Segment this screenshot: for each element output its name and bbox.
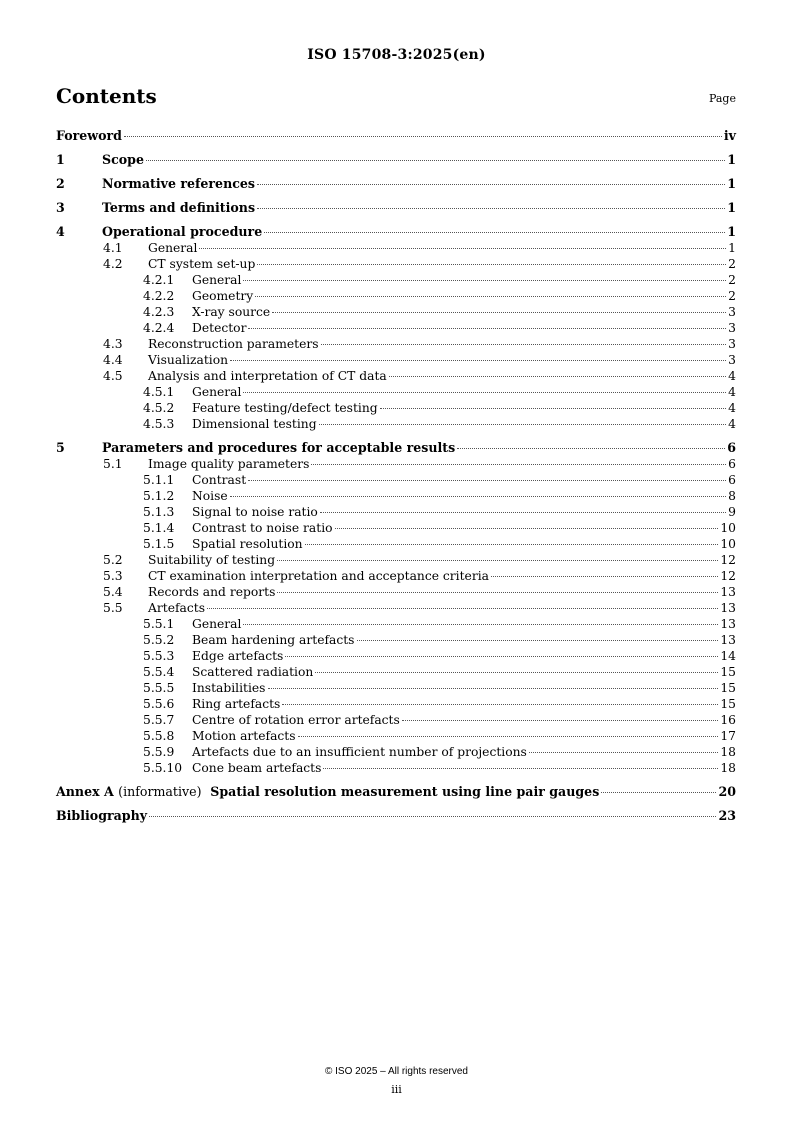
toc-page: 6 xyxy=(728,473,736,487)
toc-entry-5-5-8[interactable] xyxy=(56,728,736,744)
leader-dots xyxy=(321,344,727,345)
toc-entry-5-2[interactable] xyxy=(56,552,736,568)
leader-dots xyxy=(335,528,719,529)
toc-entry-bibliography[interactable] xyxy=(56,808,736,824)
leader-dots xyxy=(146,160,725,161)
toc-title: Detector xyxy=(192,321,247,335)
leader-dots xyxy=(199,248,726,249)
toc-number: 5.5.6 xyxy=(143,697,175,711)
toc-number: 5.1.5 xyxy=(143,537,175,551)
toc-number: 5.3 xyxy=(103,569,123,583)
toc-title: Bibliography xyxy=(56,808,148,823)
annex-label: Annex A xyxy=(56,784,114,799)
toc-entry-5-5[interactable] xyxy=(56,600,736,616)
leader-dots xyxy=(380,408,727,409)
leader-dots xyxy=(311,464,726,465)
toc-title: Instabilities xyxy=(192,681,266,695)
leader-dots xyxy=(257,208,725,209)
toc-entry-5-1-5[interactable] xyxy=(56,536,736,552)
toc-page: 3 xyxy=(728,353,736,367)
leader-dots xyxy=(248,480,726,481)
toc-title: Visualization xyxy=(148,353,229,367)
annex-qualifier: (informative) xyxy=(118,784,202,799)
leader-dots xyxy=(491,576,718,577)
toc-number: 5.1.2 xyxy=(143,489,175,503)
leader-dots xyxy=(305,544,719,545)
toc-title: Cone beam artefacts xyxy=(192,761,322,775)
toc-entry-4-2-1[interactable] xyxy=(56,272,736,288)
toc-page: 23 xyxy=(718,808,736,823)
toc-page: 14 xyxy=(720,649,736,663)
toc-page: 10 xyxy=(720,537,736,551)
leader-dots xyxy=(268,688,719,689)
toc-number: 4.2.3 xyxy=(143,305,175,319)
toc-page: 15 xyxy=(720,697,736,711)
leader-dots xyxy=(320,512,726,513)
toc-number: 2 xyxy=(56,176,65,191)
toc-number: 5.2 xyxy=(103,553,123,567)
toc-page: 4 xyxy=(728,401,736,415)
toc-number: 4.5.3 xyxy=(143,417,175,431)
toc-number: 4.3 xyxy=(103,337,123,351)
toc-page: 8 xyxy=(728,489,736,503)
toc-number: 5.5.4 xyxy=(143,665,175,679)
leader-dots xyxy=(207,608,718,609)
toc-page: 13 xyxy=(720,633,736,647)
toc-title: Analysis and interpretation of CT data xyxy=(148,369,387,383)
toc-title: X-ray source xyxy=(192,305,271,319)
toc-title: Beam hardening artefacts xyxy=(192,633,355,647)
toc-title: General xyxy=(148,241,198,255)
toc-page: 4 xyxy=(728,417,736,431)
toc-entry-4-5-3[interactable] xyxy=(56,416,736,432)
toc-entry-5-5-1[interactable] xyxy=(56,616,736,632)
toc-page: 16 xyxy=(720,713,736,727)
toc-page: 4 xyxy=(728,385,736,399)
toc-number: 4.5.2 xyxy=(143,401,175,415)
toc-page: 13 xyxy=(720,617,736,631)
toc-number: 5.5.1 xyxy=(143,617,175,631)
toc-title: Contrast to noise ratio xyxy=(192,521,333,535)
toc-entry-5-5-6[interactable] xyxy=(56,696,736,712)
toc-number: 4.2 xyxy=(103,257,123,271)
toc-title: Operational procedure xyxy=(102,224,263,239)
toc-page: 12 xyxy=(720,569,736,583)
toc-title xyxy=(56,784,599,800)
leader-dots xyxy=(298,736,719,737)
leader-dots xyxy=(402,720,719,721)
toc-number: 4.2.4 xyxy=(143,321,175,335)
toc-number: 5.5 xyxy=(103,601,123,615)
leader-dots xyxy=(282,704,718,705)
toc-page: 1 xyxy=(728,241,736,255)
toc-page: 18 xyxy=(720,761,736,775)
toc-entry-5-5-5[interactable] xyxy=(56,680,736,696)
toc-entry-5-5-3[interactable] xyxy=(56,648,736,664)
toc-page: 18 xyxy=(720,745,736,759)
toc-page: 15 xyxy=(720,681,736,695)
toc-title: Contrast xyxy=(192,473,247,487)
toc-page: 1 xyxy=(727,152,736,167)
leader-dots xyxy=(230,360,726,361)
toc-entry-operational-procedure[interactable] xyxy=(56,224,736,240)
leader-dots xyxy=(277,560,718,561)
leader-dots xyxy=(243,280,726,281)
toc-title: Suitability of testing xyxy=(148,553,276,567)
leader-dots xyxy=(601,792,716,793)
toc-number: 4.1 xyxy=(103,241,123,255)
toc-entry-5-5-4[interactable] xyxy=(56,664,736,680)
toc-title: Dimensional testing xyxy=(192,417,317,431)
toc-number: 5.1.1 xyxy=(143,473,175,487)
toc-title: General xyxy=(192,385,242,399)
toc-page: 20 xyxy=(718,784,736,799)
toc-entry-normative-references[interactable] xyxy=(56,176,736,192)
toc-title: General xyxy=(192,273,242,287)
toc-title: Artefacts xyxy=(148,601,205,615)
toc-number: 5.1.4 xyxy=(143,521,175,535)
toc-number: 5.5.9 xyxy=(143,745,175,759)
toc-entry-terms-and-definitions[interactable] xyxy=(56,200,736,216)
toc-title: Terms and definitions xyxy=(102,200,256,215)
toc-entry-5-5-9[interactable] xyxy=(56,744,736,760)
annex-title: Spatial resolution measurement using line pair gauges xyxy=(210,784,600,799)
toc-title: Normative references xyxy=(102,176,256,191)
toc-entry-scope[interactable] xyxy=(56,152,736,168)
toc-page: 9 xyxy=(728,505,736,519)
toc-number: 5.4 xyxy=(103,585,123,599)
leader-dots xyxy=(264,232,725,233)
toc-page: 1 xyxy=(727,176,736,191)
toc-title: Geometry xyxy=(192,289,254,303)
toc-title: Scattered radiation xyxy=(192,665,314,679)
toc-title: Artefacts due to an insufficient number of projections xyxy=(192,745,527,759)
toc-entry-5-1-1[interactable] xyxy=(56,472,736,488)
toc-number: 4 xyxy=(56,224,65,239)
leader-dots xyxy=(243,392,726,393)
page-number: iii xyxy=(391,1083,402,1096)
toc-number: 5.5.8 xyxy=(143,729,175,743)
leader-dots xyxy=(149,816,716,817)
toc-entry-5-4[interactable] xyxy=(56,584,736,600)
leader-dots xyxy=(319,424,727,425)
toc-page: 3 xyxy=(728,337,736,351)
leader-dots xyxy=(529,752,718,753)
toc-number: 4.4 xyxy=(103,353,123,367)
leader-dots xyxy=(255,296,726,297)
toc-entry-5-5-7[interactable] xyxy=(56,712,736,728)
toc-number: 4.2.1 xyxy=(143,273,175,287)
toc-entry-4-5-1[interactable] xyxy=(56,384,736,400)
toc-title: General xyxy=(192,617,242,631)
toc-title: Spatial resolution xyxy=(192,537,303,551)
toc-title: Image quality parameters xyxy=(148,457,310,471)
document-id: ISO 15708-3:2025(en) xyxy=(307,47,486,63)
toc-title: Foreword xyxy=(56,128,122,143)
toc-entry-annex-a[interactable] xyxy=(56,784,736,800)
leader-dots xyxy=(357,640,719,641)
toc-number: 5.1 xyxy=(103,457,123,471)
toc-title: Ring artefacts xyxy=(192,697,281,711)
leader-dots xyxy=(257,184,725,185)
page-column-label: Page xyxy=(708,92,736,105)
leader-dots xyxy=(248,328,726,329)
toc-title: CT system set-up xyxy=(148,257,256,271)
toc-page: 2 xyxy=(728,289,736,303)
toc-page: 3 xyxy=(728,321,736,335)
toc-title: Records and reports xyxy=(148,585,276,599)
toc-title: CT examination interpretation and acceptance criteria xyxy=(148,569,489,583)
toc-entry-5-1[interactable] xyxy=(56,456,736,472)
toc-title: Noise xyxy=(192,489,228,503)
leader-dots xyxy=(243,624,718,625)
toc-entry-5-1-3[interactable] xyxy=(56,504,736,520)
toc-title: Parameters and procedures for acceptable results xyxy=(102,440,456,455)
leader-dots xyxy=(315,672,718,673)
leader-dots xyxy=(285,656,718,657)
toc-number: 4.2.2 xyxy=(143,289,175,303)
toc-entry-4-2-4[interactable] xyxy=(56,320,736,336)
toc-page: 6 xyxy=(728,457,736,471)
toc-entry-4-5[interactable] xyxy=(56,368,736,384)
toc-title: Reconstruction parameters xyxy=(148,337,319,351)
leader-dots xyxy=(457,448,725,449)
toc-page: 13 xyxy=(720,585,736,599)
toc-number: 5.5.2 xyxy=(143,633,175,647)
toc-title: Signal to noise ratio xyxy=(192,505,318,519)
toc-page: 10 xyxy=(720,521,736,535)
toc-number: 4.5 xyxy=(103,369,123,383)
toc-page: 12 xyxy=(720,553,736,567)
toc-page: 3 xyxy=(728,305,736,319)
toc-number: 5.5.5 xyxy=(143,681,175,695)
toc-number: 5.1.3 xyxy=(143,505,175,519)
leader-dots xyxy=(124,136,722,137)
toc-entry-4-2-2[interactable] xyxy=(56,288,736,304)
toc-number: 5 xyxy=(56,440,65,455)
toc-entry-4-5-2[interactable] xyxy=(56,400,736,416)
toc-title: Scope xyxy=(102,152,144,167)
toc-page: 1 xyxy=(727,224,736,239)
copyright-notice: © ISO 2025 – All rights reserved xyxy=(325,1066,468,1077)
toc-page: 15 xyxy=(720,665,736,679)
leader-dots xyxy=(389,376,726,377)
toc-entry-parameters-and-procedures[interactable] xyxy=(56,440,736,456)
toc-number: 5.5.3 xyxy=(143,649,175,663)
toc-entry-5-1-4[interactable] xyxy=(56,520,736,536)
leader-dots xyxy=(230,496,726,497)
toc-page: 17 xyxy=(720,729,736,743)
toc-entry-4-3[interactable] xyxy=(56,336,736,352)
toc-entry-5-1-2[interactable] xyxy=(56,488,736,504)
toc-number: 4.5.1 xyxy=(143,385,175,399)
toc-page: 4 xyxy=(728,369,736,383)
toc-number: 5.5.7 xyxy=(143,713,175,727)
table-of-contents xyxy=(56,128,736,824)
toc-title: Motion artefacts xyxy=(192,729,296,743)
toc-entry-4-4[interactable] xyxy=(56,352,736,368)
toc-title: Feature testing/defect testing xyxy=(192,401,378,415)
toc-entry-4-1[interactable] xyxy=(56,240,736,256)
toc-entry-4-2-3[interactable] xyxy=(56,304,736,320)
leader-dots xyxy=(277,592,718,593)
toc-entry-5-5-2[interactable] xyxy=(56,632,736,648)
toc-entry-5-3[interactable] xyxy=(56,568,736,584)
toc-page: 2 xyxy=(728,273,736,287)
leader-dots xyxy=(272,312,726,313)
toc-page: 13 xyxy=(720,601,736,615)
toc-page: iv xyxy=(723,128,736,143)
contents-title: Contents xyxy=(56,84,157,108)
toc-title: Centre of rotation error artefacts xyxy=(192,713,400,727)
leader-dots xyxy=(323,768,718,769)
toc-title: Edge artefacts xyxy=(192,649,284,663)
leader-dots xyxy=(257,264,726,265)
toc-page: 6 xyxy=(727,440,736,455)
toc-entry-4-2[interactable] xyxy=(56,256,736,272)
toc-entry-5-5-10[interactable] xyxy=(56,760,736,776)
toc-number: 5.5.10 xyxy=(143,761,183,775)
toc-page: 1 xyxy=(727,200,736,215)
toc-entry-foreword[interactable] xyxy=(56,128,736,144)
toc-page: 2 xyxy=(728,257,736,271)
toc-number: 3 xyxy=(56,200,65,215)
toc-number: 1 xyxy=(56,152,65,167)
